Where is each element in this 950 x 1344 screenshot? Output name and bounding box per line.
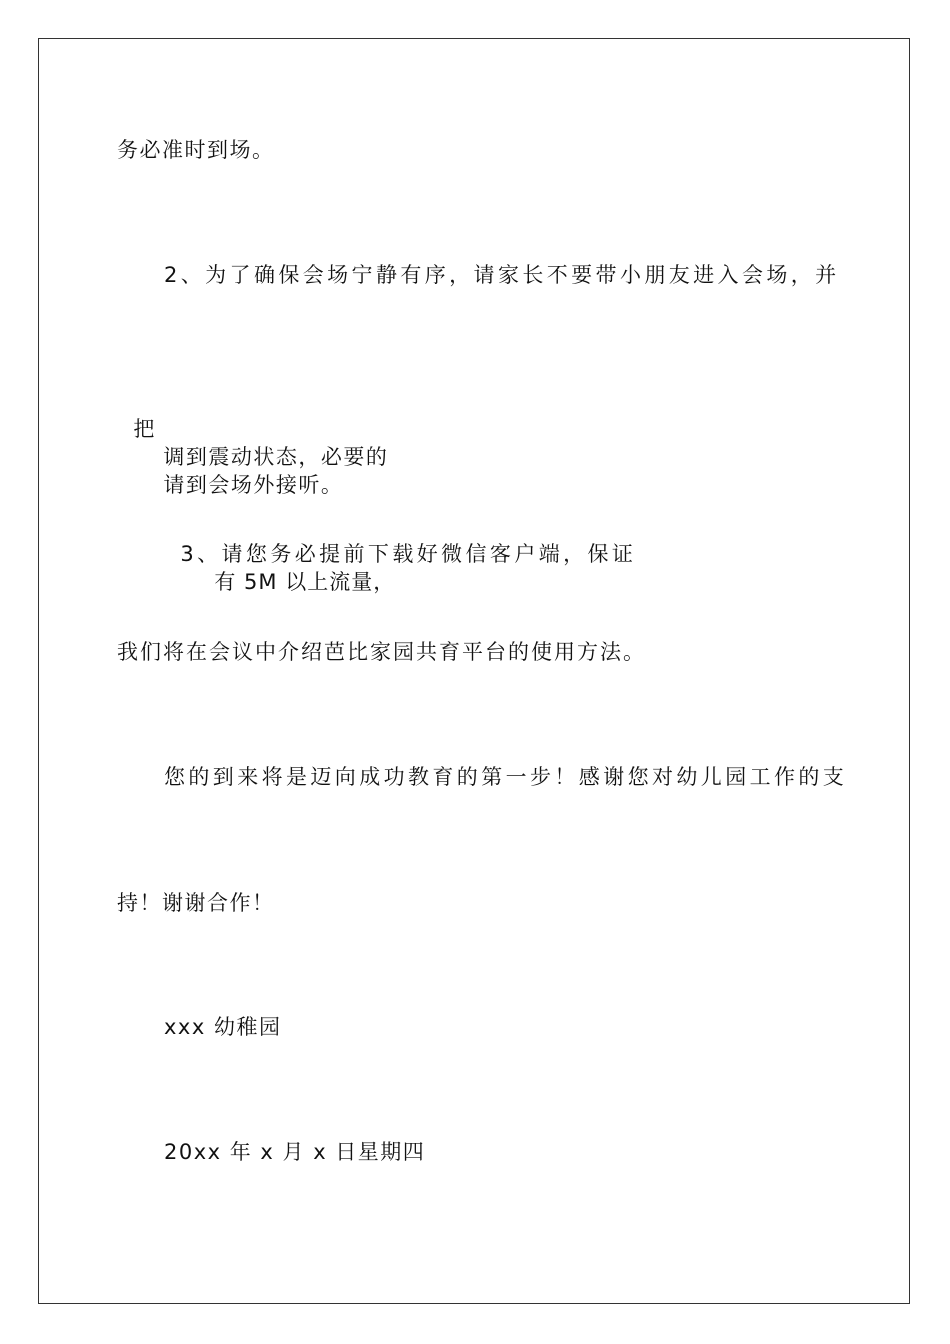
text-segment: 把 xyxy=(133,417,156,441)
text-segment: 3、请您务必提前下载好微信客户端，保证 xyxy=(180,542,637,566)
closing-paragraph-line-2: 持！谢谢合作！ xyxy=(117,891,275,915)
paragraph-item-2-line-2 xyxy=(117,387,388,499)
text-segment: 请到会场外接听。 xyxy=(163,473,344,497)
paragraph-line-1: 务必准时到场。 xyxy=(117,138,275,162)
paragraph-item-2-line-1: 2、为了确保会场宁静有序，请家长不要带小朋友进入会场，并 xyxy=(164,263,840,287)
page-frame xyxy=(38,38,910,1304)
signature-organization: xxx 幼稚园 xyxy=(164,1015,282,1039)
paragraph-item-3-line-1 xyxy=(164,512,636,596)
signature-date: 20xx 年 x 月 x 日星期四 xyxy=(164,1140,426,1164)
paragraph-item-3-line-2: 我们将在会议中介绍芭比家园共育平台的使用方法。 xyxy=(117,640,646,664)
text-segment: 调到震动状态，必要的 xyxy=(163,445,389,469)
closing-paragraph-line-1: 您的到来将是迈向成功教育的第一步！感谢您对幼儿园工作的支 xyxy=(164,765,848,789)
text-segment: 有 5M 以上流量， xyxy=(214,570,396,594)
